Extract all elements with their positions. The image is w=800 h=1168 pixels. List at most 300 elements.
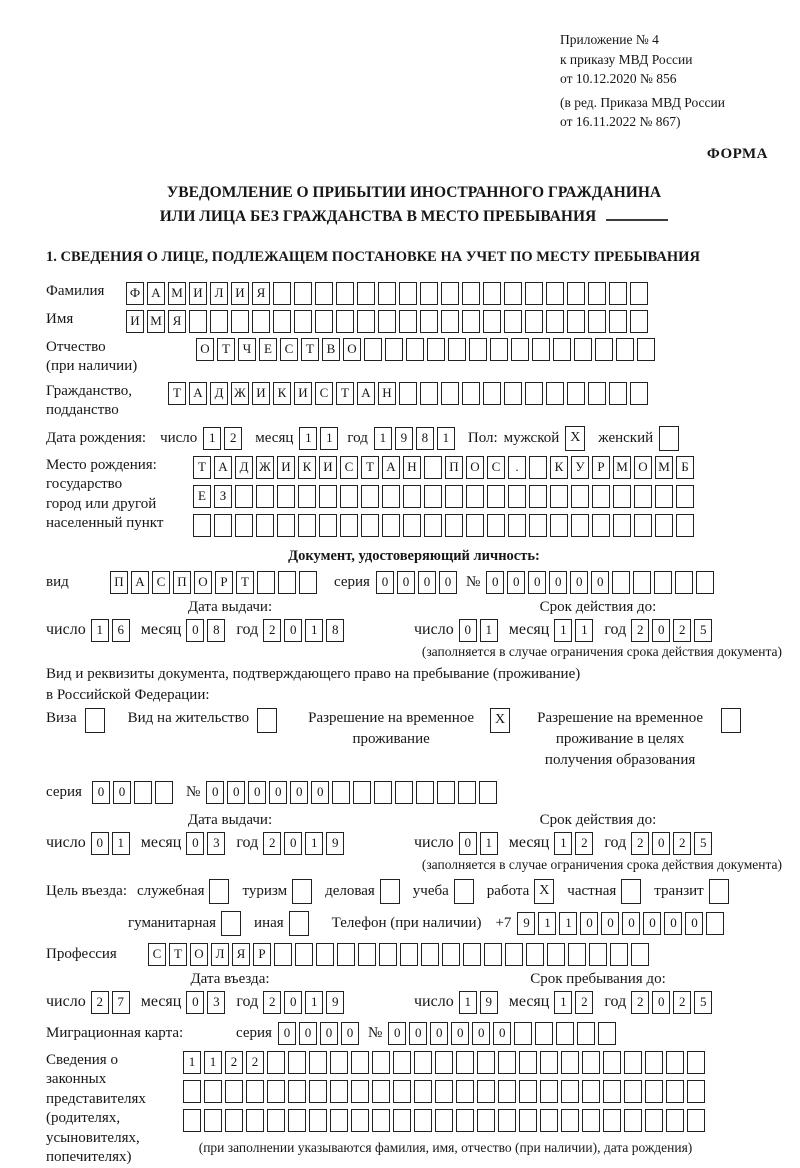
char-cell[interactable]: 0 [549,571,567,594]
char-cell[interactable]: М [147,310,165,333]
char-cell[interactable]: 1 [480,832,498,855]
char-cell[interactable] [209,879,229,904]
entry-year-cells[interactable] [263,991,347,1014]
char-cell[interactable] [378,310,396,333]
char-cell[interactable] [292,879,312,904]
char-cell[interactable] [309,1109,327,1132]
char-cell[interactable]: Б [676,456,694,479]
char-cell[interactable] [540,1051,558,1074]
char-cell[interactable] [675,571,693,594]
char-cell[interactable] [435,1051,453,1074]
char-cell[interactable] [246,1109,264,1132]
char-cell[interactable] [448,338,466,361]
char-cell[interactable] [571,514,589,537]
char-cell[interactable]: 0 [439,571,457,594]
char-cell[interactable]: 0 [186,832,204,855]
char-cell[interactable] [256,514,274,537]
char-cell[interactable] [529,456,547,479]
char-cell[interactable] [603,1109,621,1132]
char-cell[interactable]: 9 [517,912,535,935]
char-cell[interactable] [288,1080,306,1103]
char-cell[interactable] [358,943,376,966]
char-cell[interactable] [603,1051,621,1074]
char-cell[interactable]: У [571,456,589,479]
char-cell[interactable]: 2 [631,991,649,1014]
char-cell[interactable] [490,338,508,361]
char-cell[interactable]: 8 [416,427,434,450]
char-cell[interactable]: 5 [694,619,712,642]
temp-residence-education-checkbox[interactable] [721,708,744,733]
char-cell[interactable]: 5 [694,832,712,855]
purpose-transit-checkbox[interactable] [709,879,732,904]
stay-valid-month-cells[interactable] [554,832,596,855]
migration-number-cells[interactable] [388,1022,619,1045]
char-cell[interactable]: Д [210,382,228,405]
char-cell[interactable] [278,571,296,594]
issue-month-cells[interactable] [186,619,228,642]
char-cell[interactable] [654,571,672,594]
char-cell[interactable] [588,382,606,405]
char-cell[interactable] [532,338,550,361]
char-cell[interactable] [277,514,295,537]
char-cell[interactable] [456,1051,474,1074]
char-cell[interactable]: 9 [395,427,413,450]
stay-valid-day-cells[interactable] [459,832,501,855]
char-cell[interactable]: 0 [418,571,436,594]
purpose-work-checkbox[interactable] [534,879,557,904]
char-cell[interactable]: 0 [580,912,598,935]
char-cell[interactable] [498,1080,516,1103]
char-cell[interactable]: 0 [388,1022,406,1045]
char-cell[interactable] [435,1080,453,1103]
char-cell[interactable] [631,943,649,966]
char-cell[interactable]: 2 [225,1051,243,1074]
char-cell[interactable] [550,485,568,508]
char-cell[interactable] [529,485,547,508]
char-cell[interactable]: 0 [601,912,619,935]
char-cell[interactable] [400,943,418,966]
char-cell[interactable]: 0 [570,571,588,594]
char-cell[interactable]: 1 [554,991,572,1014]
char-cell[interactable]: 2 [263,619,281,642]
char-cell[interactable] [519,1109,537,1132]
char-cell[interactable]: Ж [231,382,249,405]
doc-series-cells[interactable] [376,571,460,594]
char-cell[interactable] [659,426,679,451]
char-cell[interactable] [399,382,417,405]
char-cell[interactable]: С [280,338,298,361]
char-cell[interactable]: М [168,282,186,305]
char-cell[interactable]: 0 [493,1022,511,1045]
char-cell[interactable]: О [194,571,212,594]
representatives-cells-row3[interactable] [183,1109,708,1132]
char-cell[interactable]: Р [253,943,271,966]
char-cell[interactable]: 1 [305,991,323,1014]
char-cell[interactable] [267,1080,285,1103]
char-cell[interactable] [295,943,313,966]
char-cell[interactable]: 1 [554,832,572,855]
char-cell[interactable]: 0 [652,832,670,855]
char-cell[interactable] [332,781,350,804]
char-cell[interactable]: П [110,571,128,594]
purpose-private-checkbox[interactable] [621,879,644,904]
char-cell[interactable] [340,514,358,537]
char-cell[interactable]: О [343,338,361,361]
char-cell[interactable]: Т [217,338,235,361]
char-cell[interactable]: И [277,456,295,479]
char-cell[interactable] [458,781,476,804]
char-cell[interactable] [595,338,613,361]
char-cell[interactable] [351,1080,369,1103]
issue-year-cells[interactable] [263,619,347,642]
char-cell[interactable] [315,282,333,305]
char-cell[interactable]: О [190,943,208,966]
migration-series-cells[interactable] [278,1022,362,1045]
char-cell[interactable] [336,310,354,333]
char-cell[interactable]: П [173,571,191,594]
char-cell[interactable]: Н [403,456,421,479]
char-cell[interactable] [582,1109,600,1132]
char-cell[interactable] [134,781,152,804]
char-cell[interactable] [666,1051,684,1074]
char-cell[interactable] [592,514,610,537]
char-cell[interactable] [330,1051,348,1074]
char-cell[interactable] [372,1109,390,1132]
birth-place-cells-row3[interactable] [193,514,697,537]
char-cell[interactable] [504,382,522,405]
char-cell[interactable] [508,485,526,508]
char-cell[interactable] [466,485,484,508]
char-cell[interactable]: 0 [591,571,609,594]
char-cell[interactable]: Л [211,943,229,966]
char-cell[interactable]: И [189,282,207,305]
char-cell[interactable] [483,310,501,333]
char-cell[interactable] [687,1080,705,1103]
stay-issue-month-cells[interactable] [186,832,228,855]
char-cell[interactable] [687,1051,705,1074]
char-cell[interactable] [645,1080,663,1103]
char-cell[interactable] [403,514,421,537]
char-cell[interactable] [319,485,337,508]
char-cell[interactable] [621,879,641,904]
char-cell[interactable] [337,943,355,966]
char-cell[interactable]: П [445,456,463,479]
char-cell[interactable]: 1 [575,619,593,642]
sex-male-checkbox[interactable] [565,426,588,451]
char-cell[interactable] [514,1022,532,1045]
char-cell[interactable] [420,310,438,333]
char-cell[interactable] [225,1080,243,1103]
sex-female-checkbox[interactable] [659,426,682,451]
char-cell[interactable] [508,514,526,537]
char-cell[interactable] [399,310,417,333]
char-cell[interactable] [221,911,241,936]
char-cell[interactable]: 0 [486,571,504,594]
char-cell[interactable]: С [152,571,170,594]
char-cell[interactable]: Т [361,456,379,479]
given-name-cells[interactable] [126,310,651,333]
char-cell[interactable] [210,310,228,333]
char-cell[interactable]: Ч [238,338,256,361]
stay-issue-year-cells[interactable] [263,832,347,855]
char-cell[interactable]: 0 [430,1022,448,1045]
char-cell[interactable]: О [196,338,214,361]
char-cell[interactable] [421,943,439,966]
char-cell[interactable]: 2 [673,991,691,1014]
char-cell[interactable]: 1 [203,427,221,450]
char-cell[interactable]: X [490,708,510,733]
char-cell[interactable]: 2 [631,832,649,855]
char-cell[interactable]: 9 [326,991,344,1014]
char-cell[interactable]: 0 [284,619,302,642]
char-cell[interactable] [477,1051,495,1074]
char-cell[interactable] [655,514,673,537]
char-cell[interactable]: А [189,382,207,405]
char-cell[interactable] [540,1109,558,1132]
char-cell[interactable] [456,1080,474,1103]
profession-cells[interactable] [148,943,652,966]
valid-year-cells[interactable] [631,619,715,642]
char-cell[interactable] [441,310,459,333]
char-cell[interactable]: М [613,456,631,479]
char-cell[interactable] [273,310,291,333]
char-cell[interactable] [589,943,607,966]
char-cell[interactable] [666,1080,684,1103]
char-cell[interactable]: 0 [528,571,546,594]
char-cell[interactable] [414,1051,432,1074]
char-cell[interactable] [340,485,358,508]
char-cell[interactable] [420,282,438,305]
char-cell[interactable]: Н [378,382,396,405]
char-cell[interactable]: 1 [559,912,577,935]
char-cell[interactable]: А [382,456,400,479]
stay-valid-year-cells[interactable] [631,832,715,855]
char-cell[interactable] [504,310,522,333]
char-cell[interactable] [634,514,652,537]
char-cell[interactable]: 2 [575,832,593,855]
issue-day-cells[interactable] [91,619,133,642]
char-cell[interactable] [567,282,585,305]
char-cell[interactable] [361,514,379,537]
char-cell[interactable] [567,310,585,333]
char-cell[interactable] [309,1051,327,1074]
char-cell[interactable] [85,708,105,733]
char-cell[interactable]: И [294,382,312,405]
visa-checkbox[interactable] [85,708,108,733]
char-cell[interactable]: 0 [459,619,477,642]
char-cell[interactable] [393,1109,411,1132]
representatives-cells-row2[interactable] [183,1080,708,1103]
char-cell[interactable] [550,514,568,537]
char-cell[interactable] [315,310,333,333]
char-cell[interactable]: 2 [575,991,593,1014]
char-cell[interactable]: 1 [374,427,392,450]
char-cell[interactable] [676,514,694,537]
char-cell[interactable]: Е [259,338,277,361]
char-cell[interactable] [655,485,673,508]
char-cell[interactable] [379,943,397,966]
stay-until-month-cells[interactable] [554,991,596,1014]
char-cell[interactable]: 0 [685,912,703,935]
char-cell[interactable]: 0 [113,781,131,804]
char-cell[interactable] [277,485,295,508]
char-cell[interactable] [525,310,543,333]
char-cell[interactable] [498,1109,516,1132]
char-cell[interactable] [294,310,312,333]
char-cell[interactable] [351,1109,369,1132]
char-cell[interactable] [582,1080,600,1103]
char-cell[interactable]: К [550,456,568,479]
char-cell[interactable]: 0 [284,991,302,1014]
char-cell[interactable] [567,382,585,405]
char-cell[interactable]: 0 [290,781,308,804]
char-cell[interactable] [634,485,652,508]
char-cell[interactable]: 1 [459,991,477,1014]
char-cell[interactable] [466,514,484,537]
char-cell[interactable] [445,514,463,537]
char-cell[interactable] [274,943,292,966]
char-cell[interactable]: 1 [554,619,572,642]
char-cell[interactable]: 2 [263,991,281,1014]
char-cell[interactable]: К [298,456,316,479]
char-cell[interactable] [395,781,413,804]
char-cell[interactable] [624,1051,642,1074]
char-cell[interactable] [526,943,544,966]
char-cell[interactable]: 0 [91,832,109,855]
residence-permit-checkbox[interactable] [257,708,280,733]
char-cell[interactable] [666,1109,684,1132]
char-cell[interactable]: Т [169,943,187,966]
valid-month-cells[interactable] [554,619,596,642]
char-cell[interactable] [246,1080,264,1103]
char-cell[interactable] [406,338,424,361]
char-cell[interactable] [256,485,274,508]
char-cell[interactable] [568,943,586,966]
char-cell[interactable] [372,1051,390,1074]
char-cell[interactable]: 0 [186,991,204,1014]
char-cell[interactable] [637,338,655,361]
char-cell[interactable]: И [252,382,270,405]
char-cell[interactable] [267,1051,285,1074]
char-cell[interactable] [414,1080,432,1103]
char-cell[interactable] [420,382,438,405]
char-cell[interactable]: 0 [652,619,670,642]
char-cell[interactable] [624,1109,642,1132]
char-cell[interactable]: 1 [320,427,338,450]
representatives-cells-row1[interactable] [183,1051,708,1074]
char-cell[interactable] [374,781,392,804]
char-cell[interactable] [709,879,729,904]
char-cell[interactable] [582,1051,600,1074]
char-cell[interactable] [609,382,627,405]
char-cell[interactable] [454,879,474,904]
char-cell[interactable]: 0 [227,781,245,804]
char-cell[interactable] [561,1080,579,1103]
char-cell[interactable]: А [357,382,375,405]
char-cell[interactable]: 1 [91,619,109,642]
char-cell[interactable] [357,282,375,305]
char-cell[interactable]: 1 [112,832,130,855]
char-cell[interactable] [633,571,651,594]
char-cell[interactable]: 1 [204,1051,222,1074]
char-cell[interactable]: 0 [284,832,302,855]
char-cell[interactable]: К [273,382,291,405]
char-cell[interactable]: Т [301,338,319,361]
char-cell[interactable]: В [322,338,340,361]
char-cell[interactable] [427,338,445,361]
char-cell[interactable]: 0 [206,781,224,804]
char-cell[interactable] [577,1022,595,1045]
char-cell[interactable] [353,781,371,804]
char-cell[interactable]: С [148,943,166,966]
char-cell[interactable]: 1 [305,832,323,855]
char-cell[interactable] [525,282,543,305]
char-cell[interactable]: 0 [451,1022,469,1045]
char-cell[interactable] [316,943,334,966]
char-cell[interactable] [336,282,354,305]
char-cell[interactable]: 0 [652,991,670,1014]
char-cell[interactable]: 0 [278,1022,296,1045]
char-cell[interactable] [487,485,505,508]
birth-place-cells-row2[interactable] [193,485,697,508]
char-cell[interactable]: Я [168,310,186,333]
char-cell[interactable]: С [487,456,505,479]
purpose-business-checkbox[interactable] [380,879,403,904]
char-cell[interactable]: Т [168,382,186,405]
temp-residence-checkbox[interactable] [490,708,513,733]
char-cell[interactable]: 0 [248,781,266,804]
char-cell[interactable] [462,282,480,305]
char-cell[interactable] [645,1051,663,1074]
char-cell[interactable] [235,514,253,537]
char-cell[interactable]: А [214,456,232,479]
char-cell[interactable]: З [214,485,232,508]
char-cell[interactable] [424,456,442,479]
char-cell[interactable]: 0 [341,1022,359,1045]
char-cell[interactable] [571,485,589,508]
char-cell[interactable] [378,282,396,305]
char-cell[interactable]: 0 [409,1022,427,1045]
doc-number-cells[interactable] [486,571,717,594]
char-cell[interactable] [267,1109,285,1132]
char-cell[interactable]: X [534,879,554,904]
char-cell[interactable] [403,485,421,508]
char-cell[interactable]: . [508,456,526,479]
char-cell[interactable] [441,282,459,305]
char-cell[interactable] [624,1080,642,1103]
char-cell[interactable]: О [634,456,652,479]
char-cell[interactable] [393,1080,411,1103]
char-cell[interactable] [225,1109,243,1132]
valid-day-cells[interactable] [459,619,501,642]
char-cell[interactable] [288,1051,306,1074]
char-cell[interactable] [706,912,724,935]
char-cell[interactable] [645,1109,663,1132]
char-cell[interactable] [298,514,316,537]
char-cell[interactable]: 0 [320,1022,338,1045]
char-cell[interactable] [483,282,501,305]
char-cell[interactable]: А [131,571,149,594]
surname-cells[interactable] [126,282,651,305]
char-cell[interactable]: 2 [224,427,242,450]
char-cell[interactable] [257,708,277,733]
char-cell[interactable] [540,1080,558,1103]
char-cell[interactable] [183,1109,201,1132]
purpose-humanitarian-checkbox[interactable] [221,911,244,936]
char-cell[interactable] [385,338,403,361]
char-cell[interactable]: Е [193,485,211,508]
char-cell[interactable] [204,1080,222,1103]
